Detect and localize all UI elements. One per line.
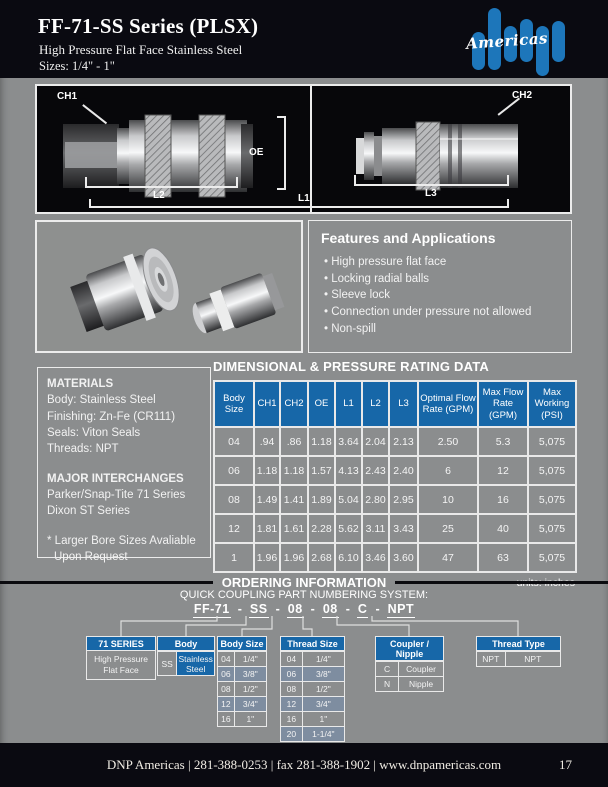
- cell: 1/4": [234, 652, 266, 667]
- sizes-range: Sizes: 1/4" - 1": [39, 59, 115, 73]
- spacer: [47, 520, 201, 533]
- cell: 1.18: [254, 456, 280, 485]
- cell: 6: [418, 456, 478, 485]
- page-title: FF-71-SS Series (PLSX): [38, 14, 259, 38]
- cell: 1/4": [302, 652, 344, 667]
- thread-type-box: [476, 636, 561, 667]
- feature-item: • High pressure flat face: [324, 254, 559, 271]
- cell: 1/2": [234, 682, 266, 697]
- cell: 1": [302, 712, 344, 727]
- materials-panel: [37, 367, 211, 563]
- cell: Nipple: [399, 677, 444, 692]
- cell: 5,075: [528, 543, 576, 572]
- feature-item: • Non-spill: [324, 321, 559, 338]
- l3-bracket: [354, 175, 509, 186]
- cell: NPT: [477, 652, 506, 667]
- body-box: [157, 636, 215, 676]
- coupler-nipple-table: [375, 661, 444, 692]
- cell: 1/2": [302, 682, 344, 697]
- thread-size-table: [280, 651, 345, 742]
- materials-line: Threads: NPT: [47, 443, 119, 456]
- cell: 2.80: [362, 485, 389, 514]
- part-segment-bodysize: 08: [287, 602, 303, 616]
- cell: 08: [218, 682, 235, 697]
- bore-note-line: * Larger Bore Sizes Avaliable: [47, 534, 196, 547]
- thread-size-box: [280, 636, 345, 742]
- thread-type-table: [476, 651, 561, 667]
- cell: 2.04: [362, 427, 389, 456]
- table-row: [218, 712, 267, 727]
- table-row: [214, 514, 576, 543]
- cell: 3.64: [335, 427, 362, 456]
- cell: 12: [218, 697, 235, 712]
- table-row: [214, 456, 576, 485]
- ordering-divider: [0, 575, 608, 590]
- materials-title: MATERIALS: [47, 378, 114, 390]
- cell: 12: [281, 697, 303, 712]
- cell: 1.89: [308, 485, 335, 514]
- interchanges-title: MAJOR INTERCHANGES: [47, 472, 184, 485]
- col-header: Max Flow Rate (GPM): [478, 381, 528, 427]
- thread-type-header: Thread Type: [476, 636, 561, 651]
- cell: 08: [281, 682, 303, 697]
- cell: 1.41: [280, 485, 308, 514]
- table-row: [158, 652, 215, 676]
- col-header: L2: [362, 381, 389, 427]
- cell: 16: [218, 712, 235, 727]
- divider-line: [395, 581, 608, 585]
- table-row: [376, 662, 444, 677]
- cell: N: [376, 677, 399, 692]
- materials-line: Seals: Viton Seals: [47, 426, 141, 439]
- cell: 3/4": [302, 697, 344, 712]
- col-header: L3: [389, 381, 418, 427]
- cell: 3/8": [234, 667, 266, 682]
- cell: 6.10: [335, 543, 362, 572]
- col-header: Optimal Flow Rate (GPM): [418, 381, 478, 427]
- table-header-row: [214, 381, 576, 427]
- cell: 10: [418, 485, 478, 514]
- page-number: 17: [559, 757, 572, 772]
- l1-label: L1: [298, 193, 310, 204]
- col-header: L1: [335, 381, 362, 427]
- table-row: [218, 667, 267, 682]
- dash: -: [275, 602, 280, 616]
- ordering-section: [0, 569, 608, 743]
- cell: 04: [281, 652, 303, 667]
- cell: Stainless Steel: [178, 653, 213, 674]
- table-row: [281, 682, 345, 697]
- product-render-panel: [35, 220, 303, 353]
- cell: 3.46: [362, 543, 389, 572]
- body-box-header: Body: [157, 636, 215, 651]
- materials-line: Body: Stainless Steel: [47, 394, 156, 407]
- table-row: [218, 697, 267, 712]
- l1-line-right: [312, 199, 509, 208]
- col-header: OE: [308, 381, 335, 427]
- divider-line: [0, 581, 213, 585]
- oe-bracket: [277, 116, 286, 190]
- connector-lines: [0, 616, 608, 636]
- l2-label: L2: [153, 190, 165, 201]
- col-header: Max Working (PSI): [528, 381, 576, 427]
- part-segment-threadtype: NPT: [387, 602, 415, 616]
- cell: Coupler: [399, 662, 444, 677]
- cell: 4.13: [335, 456, 362, 485]
- logo-americas-text: Americas: [465, 29, 549, 53]
- cell: 06: [214, 456, 254, 485]
- cell: 1.18: [308, 427, 335, 456]
- table-row: [281, 697, 345, 712]
- page-subtitle: High Pressure Flat Face Stainless Steel: [39, 42, 243, 57]
- dim-table-title: DIMENSIONAL & PRESSURE RATING DATA: [213, 359, 489, 374]
- dash: -: [375, 602, 380, 616]
- table-row: [281, 667, 345, 682]
- cell: 1-1/4": [302, 727, 344, 742]
- spacer: [47, 458, 201, 471]
- body-size-table: [217, 651, 267, 727]
- feature-item: • Sleeve lock: [324, 287, 559, 304]
- table-row: [214, 543, 576, 572]
- cell: 47: [418, 543, 478, 572]
- cell: 5.3: [478, 427, 528, 456]
- cell: 3/4": [234, 697, 266, 712]
- l2-bracket: [85, 177, 238, 188]
- series-box-header: 71 SERIES: [86, 636, 156, 651]
- footer-contact: DNP Americas | 281-388-0253 | fax 281-388-1902 | www.dnpamericas.com: [106, 757, 502, 772]
- dimensional-table: [213, 380, 577, 573]
- cell: 08: [214, 485, 254, 514]
- thread-size-header: Thread Size: [280, 636, 345, 651]
- l1-line-left: [89, 199, 310, 208]
- cell: 5.62: [335, 514, 362, 543]
- cell: 3/8": [302, 667, 344, 682]
- cell: SS: [158, 652, 177, 676]
- cell: 16: [478, 485, 528, 514]
- cell: 1.96: [280, 543, 308, 572]
- table-row: [218, 682, 267, 697]
- cell: 5,075: [528, 427, 576, 456]
- dash: -: [310, 602, 315, 616]
- l3-label: L3: [425, 188, 437, 199]
- body-size-box: [217, 636, 267, 727]
- part-segment-threadsize: 08: [322, 602, 338, 616]
- dash: -: [345, 602, 350, 616]
- features-panel: [308, 220, 572, 353]
- cell: 06: [218, 667, 235, 682]
- cell: 06: [281, 667, 303, 682]
- table-row: [214, 485, 576, 514]
- cell: 5.04: [335, 485, 362, 514]
- coupler-nipple-header: Coupler / Nipple: [375, 636, 444, 661]
- ch2-label: CH2: [512, 90, 533, 101]
- coupler-nipple-box: [375, 636, 444, 692]
- cell: 3.11: [362, 514, 389, 543]
- part-segment-series: FF-71: [193, 602, 230, 616]
- cell: .86: [280, 427, 308, 456]
- cell: 3.43: [389, 514, 418, 543]
- series-box: [86, 636, 156, 680]
- coupler-photo-panel: [35, 84, 312, 214]
- cell: 04: [218, 652, 235, 667]
- dimension-photos: [35, 84, 572, 214]
- body-size-header: Body Size: [217, 636, 267, 651]
- cell: 2.68: [308, 543, 335, 572]
- cell: 2.50: [418, 427, 478, 456]
- cell: NPT: [505, 652, 560, 667]
- dimensional-data-section: [213, 359, 577, 589]
- cell: 63: [478, 543, 528, 572]
- table-row: [281, 727, 345, 742]
- table-row: [281, 652, 345, 667]
- ordering-title: ORDERING INFORMATION: [221, 575, 387, 590]
- table-row: [214, 427, 576, 456]
- cell: C: [376, 662, 399, 677]
- col-header: Body Size: [214, 381, 254, 427]
- cell: 16: [281, 712, 303, 727]
- oe-label: OE: [249, 147, 264, 158]
- interchange-line: Parker/Snap-Tite 71 Series: [47, 488, 186, 501]
- cell: 1.49: [254, 485, 280, 514]
- page-footer: [0, 743, 608, 787]
- cell: 25: [418, 514, 478, 543]
- product-render: [37, 222, 301, 351]
- ordering-subtitle: QUICK COUPLING PART NUMBERING SYSTEM:: [179, 589, 429, 601]
- part-segment-coupler: C: [357, 602, 368, 616]
- cell: 5,075: [528, 514, 576, 543]
- cell: 1.61: [280, 514, 308, 543]
- cell: 12: [478, 456, 528, 485]
- part-segment-body: SS: [249, 602, 268, 616]
- cell: 12: [214, 514, 254, 543]
- cell: 2.28: [308, 514, 335, 543]
- coupler-photo: [37, 86, 310, 212]
- features-title: Features and Applications: [321, 230, 496, 246]
- dash: -: [237, 602, 242, 616]
- cell: 2.95: [389, 485, 418, 514]
- ch1-label: CH1: [57, 91, 78, 102]
- table-row: [281, 712, 345, 727]
- cell: 1.96: [254, 543, 280, 572]
- bore-note-line: Upon Request: [54, 550, 128, 563]
- cell: 5,075: [528, 456, 576, 485]
- cell: 20: [281, 727, 303, 742]
- cell: 5,075: [528, 485, 576, 514]
- cell: 1: [214, 543, 254, 572]
- nipple-photo: [312, 86, 570, 212]
- cell: 40: [478, 514, 528, 543]
- cell: 1.81: [254, 514, 280, 543]
- cell: 1": [234, 712, 266, 727]
- feature-item: • Connection under pressure not allowed: [324, 304, 559, 321]
- feature-item: • Locking radial balls: [324, 271, 559, 288]
- table-row: [376, 677, 444, 692]
- page-header: [0, 0, 608, 78]
- interchange-line: Dixon ST Series: [47, 505, 130, 518]
- nipple-photo-panel: [310, 84, 572, 214]
- cell: 2.13: [389, 427, 418, 456]
- cell: .94: [254, 427, 280, 456]
- col-header: CH1: [254, 381, 280, 427]
- body-box-table: [157, 651, 215, 676]
- dnp-logo: [465, 6, 572, 78]
- cell: 2.40: [389, 456, 418, 485]
- cell: 2.43: [362, 456, 389, 485]
- col-header: CH2: [280, 381, 308, 427]
- table-row: [477, 652, 561, 667]
- cell: 3.60: [389, 543, 418, 572]
- materials-line: Finishing: Zn-Fe (CR111): [47, 410, 176, 423]
- cell: 1.18: [280, 456, 308, 485]
- table-row: [218, 652, 267, 667]
- cell: 1.57: [308, 456, 335, 485]
- series-box-value: High Pressure Flat Face: [86, 651, 156, 680]
- features-list: [324, 254, 559, 337]
- cell: 04: [214, 427, 254, 456]
